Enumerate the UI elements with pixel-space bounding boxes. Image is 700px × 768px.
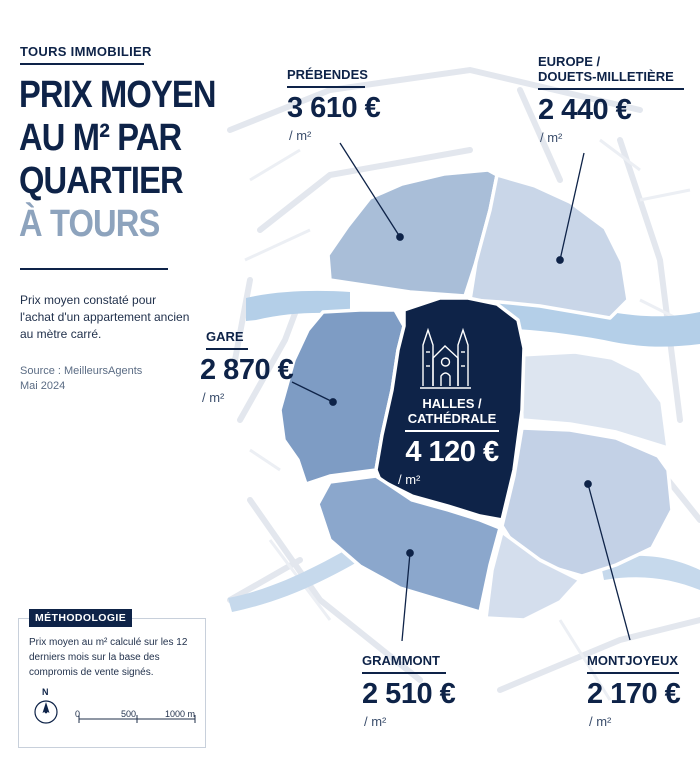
methodology-text: Prix moyen au m² calculé sur les 12 derniers mois sur la base des compromis de vente signés. [29, 637, 188, 678]
label-grammont [362, 653, 455, 730]
label-europe [538, 54, 684, 146]
label-divider [538, 88, 684, 90]
district-name-line-1: EUROPE / [538, 54, 601, 69]
date-line: Mai 2024 [20, 380, 66, 392]
district-price: 2 170 € [587, 678, 681, 710]
district-name-line-2: DOUETS-MILLETIÈRE [538, 69, 674, 84]
title-divider [20, 268, 168, 270]
scale-tick-0: 0 [75, 709, 81, 719]
methodology-box [18, 612, 206, 748]
source-line: Source : MeilleursAgents [20, 365, 143, 377]
district-name-line-1: HALLES / [422, 396, 482, 411]
district-europe [470, 175, 628, 318]
title-line-1: PRIX MOYEN [19, 74, 216, 116]
price-unit: / m² [540, 130, 563, 145]
title-line-4: À TOURS [19, 203, 160, 245]
district-polygons [280, 170, 672, 620]
district-price: 2 440 € [538, 94, 632, 126]
brand-label: TOURS IMMOBILIER [20, 44, 152, 59]
price-unit: / m² [289, 128, 312, 143]
district-prebendes [328, 170, 497, 296]
compass-icon [33, 699, 59, 725]
label-divider [405, 430, 499, 432]
brand-divider [20, 63, 144, 65]
label-gare [200, 329, 293, 406]
north-label: N [42, 687, 49, 697]
district-name-line-2: CATHÉDRALE [407, 411, 497, 426]
scale-tick-1000: 1000 m [165, 709, 196, 719]
label-halles [392, 396, 512, 488]
description-text: Prix moyen constaté pour l'achat d'un appartement ancien au mètre carré. [20, 293, 190, 341]
title-line-2: AU M² PAR [19, 117, 182, 159]
label-divider [287, 86, 365, 88]
price-unit: / m² [364, 714, 387, 729]
district-price: 3 610 € [287, 92, 381, 124]
district-name: MONTJOYEUX [587, 653, 679, 668]
source-note [20, 364, 142, 394]
label-divider [587, 672, 679, 674]
page-title [19, 74, 248, 246]
district-name: GRAMMONT [362, 653, 440, 668]
district-price: 2 510 € [362, 678, 456, 710]
label-prebendes [287, 67, 380, 144]
price-unit: / m² [202, 390, 225, 405]
label-montjoyeux [587, 653, 680, 730]
price-unit: / m² [589, 714, 612, 729]
title-line-3: QUARTIER [19, 160, 183, 202]
district-price: 2 870 € [200, 354, 294, 386]
methodology-title: MÉTHODOLOGIE [29, 609, 132, 627]
price-unit: / m² [398, 472, 421, 487]
district-price: 4 120 € [405, 436, 499, 468]
district-name: PRÉBENDES [287, 67, 368, 82]
label-divider [206, 348, 248, 350]
label-divider [362, 672, 446, 674]
district-name: GARE [206, 329, 244, 344]
scale-tick-500: 500 [121, 709, 137, 719]
